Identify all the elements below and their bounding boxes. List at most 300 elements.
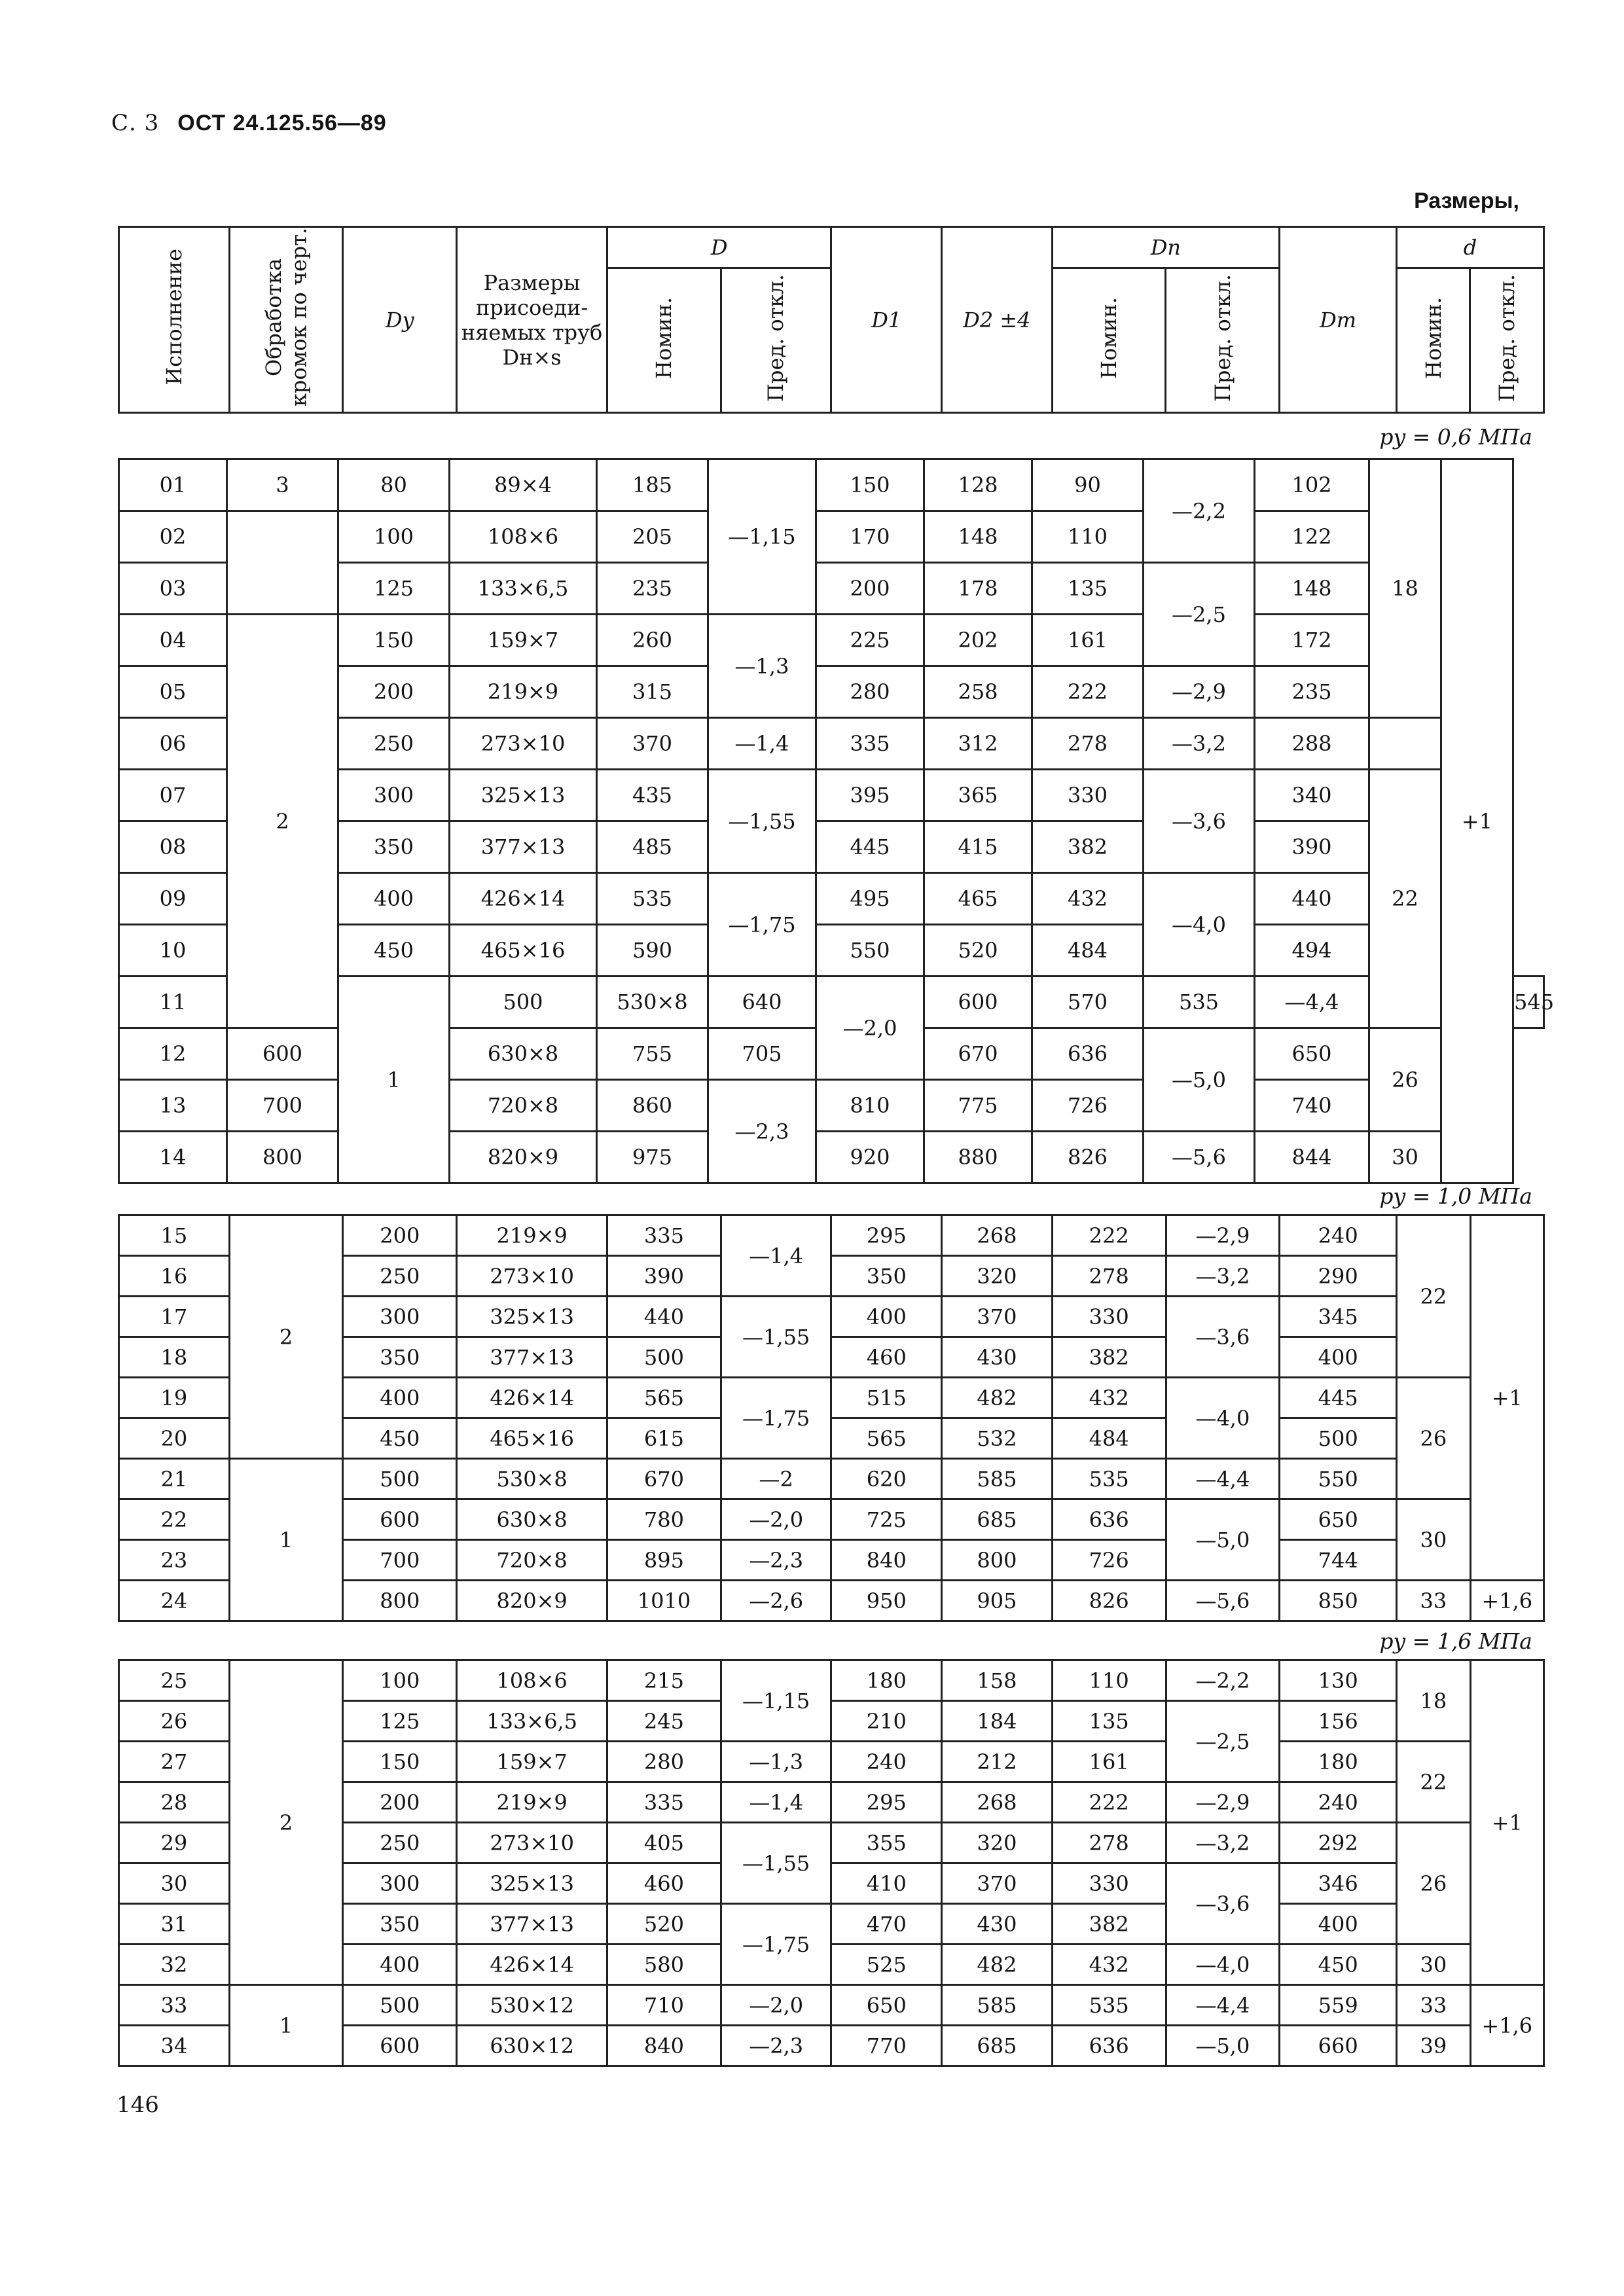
cell-pipe: 325×13 bbox=[450, 770, 597, 821]
cell-pipe: 108×6 bbox=[457, 1660, 607, 1701]
cell-d: 30 bbox=[1369, 1132, 1441, 1183]
cell-d_tol: +1 bbox=[1441, 459, 1513, 1183]
cell-D1: 725 bbox=[831, 1499, 942, 1540]
cell-pipe: 530×8 bbox=[597, 977, 708, 1028]
cell-D2: 268 bbox=[942, 1782, 1053, 1823]
cell-d: 39 bbox=[1397, 2026, 1470, 2066]
cell-D: 335 bbox=[607, 1215, 721, 1256]
cell-Dn: 330 bbox=[1052, 1863, 1166, 1904]
cell-Dn_tol: —4,0 bbox=[1166, 1945, 1280, 1985]
cell-D1: 620 bbox=[831, 1459, 942, 1499]
cell-Dn: 110 bbox=[1032, 511, 1144, 563]
cell-D2: 415 bbox=[924, 821, 1032, 873]
cell-n: 04 bbox=[119, 615, 227, 666]
cell-n: 08 bbox=[119, 821, 227, 873]
cell-D2: 685 bbox=[942, 1499, 1053, 1540]
cell-D: 435 bbox=[597, 770, 708, 821]
cell-Dn: 110 bbox=[1052, 1660, 1166, 1701]
col-execution: Исполнение bbox=[119, 227, 230, 413]
cell-D1: 350 bbox=[831, 1256, 942, 1297]
cell-D: 280 bbox=[607, 1742, 721, 1782]
cell-dy: 250 bbox=[338, 718, 450, 770]
cell-pipe: 720×8 bbox=[450, 1080, 597, 1132]
col-group-D: D bbox=[607, 227, 831, 268]
cell-D2: 430 bbox=[942, 1337, 1053, 1378]
cell-D1: 600 bbox=[924, 977, 1032, 1028]
cell-Dm: 500 bbox=[1280, 1418, 1397, 1459]
cell-n: 12 bbox=[119, 1028, 227, 1080]
cell-Dn: 382 bbox=[1052, 1337, 1166, 1378]
cell-D2: 585 bbox=[942, 1459, 1053, 1499]
cell-pipe: 159×7 bbox=[457, 1742, 607, 1782]
cell-dy: 450 bbox=[338, 925, 450, 977]
cell-Dm: 650 bbox=[1280, 1499, 1397, 1540]
cell-Dm: 156 bbox=[1280, 1701, 1397, 1742]
cell-Dm: 740 bbox=[1255, 1080, 1369, 1132]
cell-Dm: 844 bbox=[1255, 1132, 1369, 1183]
cell-D_tol: —1,3 bbox=[721, 1742, 831, 1782]
cell-d_tol_33_34: +1,6 bbox=[1470, 1985, 1543, 2066]
cell-D_tol: —1,55 bbox=[708, 770, 816, 873]
cell-dy: 80 bbox=[338, 459, 450, 511]
cell-pipe: 630×8 bbox=[457, 1499, 607, 1540]
cell-n: 03 bbox=[119, 563, 227, 615]
cell-n: 15 bbox=[119, 1215, 230, 1256]
cell-D1: 200 bbox=[816, 563, 924, 615]
cell-n: 06 bbox=[119, 718, 227, 770]
cell-D2: 370 bbox=[942, 1297, 1053, 1337]
page-number: 146 bbox=[117, 2092, 159, 2118]
col-dy: Dy bbox=[343, 227, 457, 413]
cell-dy: 150 bbox=[338, 615, 450, 666]
cell-Dn_tol: —2,2 bbox=[1166, 1660, 1280, 1701]
cell-Dm: 559 bbox=[1280, 1985, 1397, 2026]
cell-D: 215 bbox=[607, 1660, 721, 1701]
cell-n: 28 bbox=[119, 1782, 230, 1823]
cell-D1: 280 bbox=[816, 666, 924, 718]
cell-pipe: 426×14 bbox=[457, 1945, 607, 1985]
cell-dy: 700 bbox=[227, 1080, 338, 1132]
table-row bbox=[119, 1080, 1544, 1132]
cell-D: 520 bbox=[607, 1904, 721, 1945]
cell-D1: 445 bbox=[816, 821, 924, 873]
cell-D_tol: —2 bbox=[721, 1459, 831, 1499]
cell-D1: 460 bbox=[831, 1337, 942, 1378]
cell-D1: 295 bbox=[831, 1782, 942, 1823]
cell-dy: 400 bbox=[343, 1945, 457, 1985]
cell-n: 17 bbox=[119, 1297, 230, 1337]
cell-n: 18 bbox=[119, 1337, 230, 1378]
standard-number: ОСТ 24.125.56—89 bbox=[177, 111, 387, 135]
cell-D2: 775 bbox=[924, 1080, 1032, 1132]
cell-Dn: 535 bbox=[1052, 1459, 1166, 1499]
cell-D2: 482 bbox=[942, 1378, 1053, 1418]
cell-D2: 128 bbox=[924, 459, 1032, 511]
table-row bbox=[119, 1215, 1544, 1256]
cell-pipe: 133×6,5 bbox=[450, 563, 597, 615]
cell-D2: 532 bbox=[942, 1418, 1053, 1459]
cell-D_tol: —2,3 bbox=[708, 1080, 816, 1183]
cell-D1: 770 bbox=[831, 2026, 942, 2066]
cell-D2: 570 bbox=[1032, 977, 1144, 1028]
cell-d: 22 bbox=[1369, 770, 1441, 1028]
cell-pipe: 820×9 bbox=[450, 1132, 597, 1183]
cell-D1: 515 bbox=[831, 1378, 942, 1418]
cell-pipe: 325×13 bbox=[457, 1863, 607, 1904]
cell-D: 670 bbox=[607, 1459, 721, 1499]
cell-n: 07 bbox=[119, 770, 227, 821]
cell-dy: 100 bbox=[338, 511, 450, 563]
cell-Dm: 400 bbox=[1280, 1904, 1397, 1945]
table-section-1-0 bbox=[118, 1214, 1545, 1622]
cell-n: 25 bbox=[119, 1660, 230, 1701]
cell-Dm: 290 bbox=[1280, 1256, 1397, 1297]
cell-D2: 370 bbox=[942, 1863, 1053, 1904]
cell-Dn: 90 bbox=[1032, 459, 1144, 511]
cell-Dm: 445 bbox=[1280, 1378, 1397, 1418]
cell-D2: 184 bbox=[942, 1701, 1053, 1742]
cell-Dm: 400 bbox=[1280, 1337, 1397, 1378]
cell-D1: 395 bbox=[816, 770, 924, 821]
section-label-1-6: py = 1,6 МПа bbox=[1379, 1628, 1532, 1654]
cell-Dn_tol_22_23: —5,0 bbox=[1166, 1499, 1280, 1581]
cell-D: 780 bbox=[607, 1499, 721, 1540]
col-Dm: Dm bbox=[1280, 227, 1397, 413]
cell-dy: 300 bbox=[343, 1863, 457, 1904]
cell-D_tol_19_20: —1,75 bbox=[721, 1378, 831, 1459]
cell-Dn: 135 bbox=[1032, 563, 1144, 615]
cell-Dn: 135 bbox=[1052, 1701, 1166, 1742]
table-row bbox=[119, 1660, 1544, 1701]
cell-D: 710 bbox=[607, 1985, 721, 2026]
cell-D: 335 bbox=[607, 1782, 721, 1823]
cell-Dn_tol: —2,5 bbox=[1144, 563, 1255, 666]
cell-edge_2: 2 bbox=[229, 1215, 343, 1459]
cell-D: 460 bbox=[607, 1863, 721, 1904]
cell-D_tol: —2,3 bbox=[721, 1540, 831, 1581]
cell-D2: 905 bbox=[942, 1581, 1053, 1621]
cell-Dm: 292 bbox=[1280, 1823, 1397, 1863]
cell-Dn_tol: —5,0 bbox=[1144, 1028, 1255, 1132]
cell-pipe: 273×10 bbox=[450, 718, 597, 770]
cell-dy: 125 bbox=[338, 563, 450, 615]
cell-n: 26 bbox=[119, 1701, 230, 1742]
cell-D2: 148 bbox=[924, 511, 1032, 563]
cell-D1: 525 bbox=[831, 1945, 942, 1985]
cell-Dn: 535 bbox=[1052, 1985, 1166, 2026]
cell-D1: 355 bbox=[831, 1823, 942, 1863]
cell-Dn: 726 bbox=[1032, 1080, 1144, 1132]
cell-pipe: 325×13 bbox=[457, 1297, 607, 1337]
cell-Dm: 180 bbox=[1280, 1742, 1397, 1782]
cell-Dm: 744 bbox=[1280, 1540, 1397, 1581]
cell-dy: 350 bbox=[343, 1904, 457, 1945]
cell-Dn_tol: —5,6 bbox=[1166, 1581, 1280, 1621]
cell-Dn_tol: —5,6 bbox=[1144, 1132, 1255, 1183]
cell-dy: 400 bbox=[338, 873, 450, 925]
cell-D2: 800 bbox=[942, 1540, 1053, 1581]
cell-pipe: 108×6 bbox=[450, 511, 597, 563]
cell-D1: 210 bbox=[831, 1701, 942, 1742]
cell-Dm: 550 bbox=[1280, 1459, 1397, 1499]
cell-pipe: 273×10 bbox=[457, 1823, 607, 1863]
cell-dy: 200 bbox=[343, 1782, 457, 1823]
cell-d_19_21: 26 bbox=[1397, 1378, 1470, 1499]
cell-edge_1: 1 bbox=[229, 1459, 343, 1621]
cell-Dn_tol: —2,9 bbox=[1166, 1215, 1280, 1256]
cell-D1: 950 bbox=[831, 1581, 942, 1621]
cell-D_tol: —2,6 bbox=[721, 1581, 831, 1621]
cell-Dn: 636 bbox=[1032, 1028, 1144, 1080]
cell-dy: 600 bbox=[227, 1028, 338, 1080]
corner-label: С. 3 bbox=[111, 110, 160, 136]
cell-dy: 200 bbox=[343, 1215, 457, 1256]
cell-dy: 450 bbox=[343, 1418, 457, 1459]
cell-Dn: 636 bbox=[1052, 2026, 1166, 2066]
cell-pipe: 273×10 bbox=[457, 1256, 607, 1297]
cell-Dn: 330 bbox=[1032, 770, 1144, 821]
cell-dy: 250 bbox=[343, 1256, 457, 1297]
cell-dy: 800 bbox=[227, 1132, 338, 1183]
cell-edge: 2 bbox=[227, 615, 338, 1028]
cell-D2: 158 bbox=[942, 1660, 1053, 1701]
cell-dy: 500 bbox=[343, 1459, 457, 1499]
cell-Dn_tol: —3,2 bbox=[1144, 718, 1255, 770]
cell-Dn_tol: —4,4 bbox=[1166, 1985, 1280, 2026]
cell-pipe: 465×16 bbox=[457, 1418, 607, 1459]
cell-D: 390 bbox=[607, 1256, 721, 1297]
cell-n: 31 bbox=[119, 1904, 230, 1945]
col-d-nominal: Номин. bbox=[1396, 268, 1470, 413]
cell-Dm: 148 bbox=[1255, 563, 1369, 615]
cell-dy: 350 bbox=[343, 1337, 457, 1378]
cell-D1: 550 bbox=[816, 925, 924, 977]
cell-d_15_18: 22 bbox=[1397, 1215, 1470, 1378]
cell-D: 590 bbox=[597, 925, 708, 977]
cell-dy: 150 bbox=[343, 1742, 457, 1782]
cell-dy: 350 bbox=[338, 821, 450, 873]
cell-pipe: 720×8 bbox=[457, 1540, 607, 1581]
cell-D2: 365 bbox=[924, 770, 1032, 821]
cell-D1: 150 bbox=[816, 459, 924, 511]
cell-D: 580 bbox=[607, 1945, 721, 1985]
cell-Dm: 494 bbox=[1255, 925, 1369, 977]
cell-Dn: 484 bbox=[1052, 1418, 1166, 1459]
cell-n: 19 bbox=[119, 1378, 230, 1418]
cell-D2: 880 bbox=[924, 1132, 1032, 1183]
cell-Dm: 172 bbox=[1255, 615, 1369, 666]
cell-pipe: 630×12 bbox=[457, 2026, 607, 2066]
cell-d: 33 bbox=[1397, 1581, 1470, 1621]
cell-dy: 600 bbox=[343, 2026, 457, 2066]
cell-dy: 500 bbox=[343, 1985, 457, 2026]
cell-d_tol: +1,6 bbox=[1470, 1581, 1543, 1621]
cell-D1: 180 bbox=[831, 1660, 942, 1701]
cell-D: 1010 bbox=[607, 1581, 721, 1621]
cell-D_tol_29_30: —1,55 bbox=[721, 1823, 831, 1904]
cell-n: 21 bbox=[119, 1459, 230, 1499]
cell-Dn: 222 bbox=[1052, 1782, 1166, 1823]
cell-pipe: 530×12 bbox=[457, 1985, 607, 2026]
cell-D_tol_15_16: —1,4 bbox=[721, 1215, 831, 1297]
cell-Dn: 278 bbox=[1052, 1823, 1166, 1863]
cell-D2: 258 bbox=[924, 666, 1032, 718]
cell-pipe: 426×14 bbox=[457, 1378, 607, 1418]
table-row bbox=[119, 1459, 1544, 1499]
cell-edge_1: 1 bbox=[229, 1985, 343, 2066]
cell-D1: 495 bbox=[816, 873, 924, 925]
cell-n: 05 bbox=[119, 666, 227, 718]
table-row bbox=[119, 1132, 1544, 1183]
cell-Dn_tol: —3,6 bbox=[1144, 770, 1255, 873]
cell-Dn: 826 bbox=[1052, 1581, 1166, 1621]
cell-D1: 470 bbox=[831, 1904, 942, 1945]
cell-Dm: 440 bbox=[1255, 873, 1369, 925]
cell-pipe: 89×4 bbox=[450, 459, 597, 511]
cell-Dn_tol_26_27: —2,5 bbox=[1166, 1701, 1280, 1782]
cell-d_25_26: 18 bbox=[1397, 1660, 1470, 1742]
cell-D_tol: —2,0 bbox=[721, 1499, 831, 1540]
table-row bbox=[119, 1985, 1544, 2026]
cell-D_tol: —1,3 bbox=[708, 615, 816, 718]
cell-D: 565 bbox=[607, 1378, 721, 1418]
cell-Dn: 330 bbox=[1052, 1297, 1166, 1337]
cell-D2: 520 bbox=[924, 925, 1032, 977]
cell-Dm: 130 bbox=[1280, 1660, 1397, 1701]
cell-dy: 600 bbox=[343, 1499, 457, 1540]
cell-Dn: 726 bbox=[1052, 1540, 1166, 1581]
col-D1: D1 bbox=[831, 227, 942, 413]
cell-D_tol: —1,75 bbox=[708, 873, 816, 977]
cell-D_tol: —1,4 bbox=[708, 718, 816, 770]
cell-D1: 295 bbox=[831, 1215, 942, 1256]
cell-n: 14 bbox=[119, 1132, 227, 1183]
col-d-tolerance: Пред. откл. bbox=[1470, 268, 1544, 413]
cell-Dn_tol: —4,4 bbox=[1166, 1459, 1280, 1499]
cell-n: 34 bbox=[119, 2026, 230, 2066]
cell-Dn: 278 bbox=[1032, 718, 1144, 770]
cell-dy: 500 bbox=[450, 977, 597, 1028]
cell-dy: 300 bbox=[338, 770, 450, 821]
cell-Dn_tol: —4,4 bbox=[1255, 977, 1369, 1028]
cell-Dn_tol: —3,2 bbox=[1166, 1823, 1280, 1863]
cell-pipe: 219×9 bbox=[450, 666, 597, 718]
cell-edge: 1 bbox=[338, 977, 450, 1183]
cell-Dn_tol: —2,9 bbox=[1144, 666, 1255, 718]
cell-D2: 212 bbox=[942, 1742, 1053, 1782]
cell-D: 755 bbox=[597, 1028, 708, 1080]
cell-dy: 250 bbox=[343, 1823, 457, 1863]
table-row bbox=[119, 511, 1544, 563]
cell-D: 485 bbox=[597, 821, 708, 873]
cell-Dm: 346 bbox=[1280, 1863, 1397, 1904]
cell-D: 370 bbox=[597, 718, 708, 770]
cell-D: 185 bbox=[597, 459, 708, 511]
cell-D1: 225 bbox=[816, 615, 924, 666]
cell-edge bbox=[227, 511, 338, 615]
cell-Dn: 484 bbox=[1032, 925, 1144, 977]
cell-D2: 685 bbox=[942, 2026, 1053, 2066]
cell-D_tol: —1,15 bbox=[708, 459, 816, 615]
cell-Dn_tol_30_31: —3,6 bbox=[1166, 1863, 1280, 1945]
cell-Dn: 161 bbox=[1052, 1742, 1166, 1782]
cell-dy: 400 bbox=[343, 1378, 457, 1418]
cell-pipe: 133×6,5 bbox=[457, 1701, 607, 1742]
cell-pipe: 159×7 bbox=[450, 615, 597, 666]
cell-Dm: 122 bbox=[1255, 511, 1369, 563]
cell-Dn_tol: —5,0 bbox=[1166, 2026, 1280, 2066]
table-section-0-6 bbox=[118, 458, 1555, 1184]
cell-d: 18 bbox=[1369, 459, 1441, 718]
cell-D: 205 bbox=[597, 511, 708, 563]
cell-D1: 810 bbox=[816, 1080, 924, 1132]
cell-Dm: 390 bbox=[1255, 821, 1369, 873]
cell-dy: 700 bbox=[343, 1540, 457, 1581]
cell-D_tol_17_18: —1,55 bbox=[721, 1297, 831, 1378]
cell-Dn_tol: —2,2 bbox=[1144, 459, 1255, 563]
cell-n: 23 bbox=[119, 1540, 230, 1581]
cell-D1: 240 bbox=[831, 1742, 942, 1782]
cell-D2: 320 bbox=[942, 1256, 1053, 1297]
cell-D2: 585 bbox=[942, 1985, 1053, 2026]
col-D-tolerance: Пред. откл. bbox=[721, 268, 831, 413]
cell-Dm: 340 bbox=[1255, 770, 1369, 821]
cell-n: 20 bbox=[119, 1418, 230, 1459]
cell-Dn: 636 bbox=[1052, 1499, 1166, 1540]
cell-D: 405 bbox=[607, 1823, 721, 1863]
cell-d_22_23: 30 bbox=[1397, 1499, 1470, 1581]
col-Dn-nominal: Номин. bbox=[1052, 268, 1166, 413]
page-header bbox=[111, 110, 387, 136]
table-row bbox=[119, 459, 1544, 511]
cell-d: 26 bbox=[1369, 1028, 1441, 1132]
cell-D: 260 bbox=[597, 615, 708, 666]
cell-d_29_31: 26 bbox=[1397, 1823, 1470, 1945]
cell-dy: 100 bbox=[343, 1660, 457, 1701]
cell-Dn: 432 bbox=[1052, 1945, 1166, 1985]
cell-Dn_tol: —4,0 bbox=[1144, 873, 1255, 977]
cell-D: 640 bbox=[708, 977, 816, 1028]
cell-D_tol_31_32: —1,75 bbox=[721, 1904, 831, 1985]
cell-D: 245 bbox=[607, 1701, 721, 1742]
table-header bbox=[118, 226, 1545, 414]
cell-D1: 335 bbox=[816, 718, 924, 770]
cell-D: 440 bbox=[607, 1297, 721, 1337]
cell-Dm: 660 bbox=[1280, 2026, 1397, 2066]
cell-n: 27 bbox=[119, 1742, 230, 1782]
cell-pipe: 219×9 bbox=[457, 1215, 607, 1256]
cell-n: 16 bbox=[119, 1256, 230, 1297]
cell-n: 11 bbox=[119, 977, 227, 1028]
cell-D_tol: —1,4 bbox=[721, 1782, 831, 1823]
cell-Dm: 850 bbox=[1280, 1581, 1397, 1621]
col-D-nominal: Номин. bbox=[607, 268, 721, 413]
cell-D: 615 bbox=[607, 1418, 721, 1459]
cell-D1: 705 bbox=[708, 1028, 816, 1080]
cell-edge_2: 2 bbox=[229, 1660, 343, 1985]
cell-pipe: 219×9 bbox=[457, 1782, 607, 1823]
table-section-1-6 bbox=[118, 1659, 1545, 2067]
cell-Dn: 278 bbox=[1052, 1256, 1166, 1297]
section-label-0-6: py = 0,6 МПа bbox=[1379, 424, 1532, 450]
cell-dy: 200 bbox=[338, 666, 450, 718]
cell-Dn: 826 bbox=[1032, 1132, 1144, 1183]
cell-D2: 268 bbox=[942, 1215, 1053, 1256]
cell-n: 29 bbox=[119, 1823, 230, 1863]
cell-Dn: 432 bbox=[1052, 1378, 1166, 1418]
cell-Dn_tol: —3,2 bbox=[1166, 1256, 1280, 1297]
cell-pipe: 820×9 bbox=[457, 1581, 607, 1621]
